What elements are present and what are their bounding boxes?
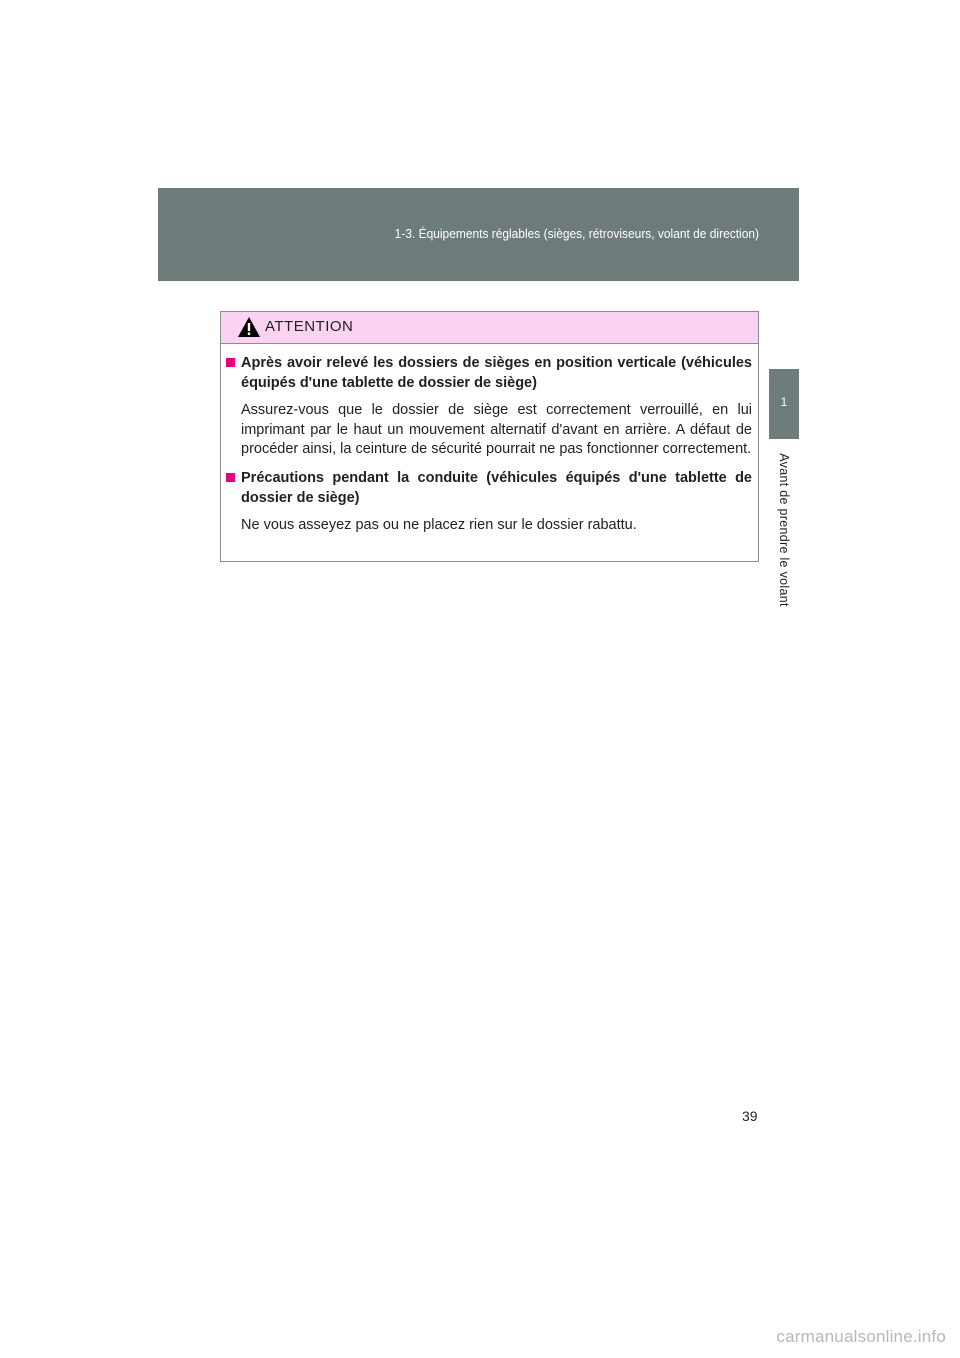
- caution-item-heading-text: Précautions pendant la conduite (véhicules équipés d'une tablette de dossier de siège): [241, 469, 752, 506]
- chapter-tab: [769, 369, 799, 439]
- page-number: 39: [742, 1108, 758, 1124]
- caution-item-heading-text: Après avoir relevé les dossiers de sièges en position verticale (véhicules équipés d'une tablette de dossier de siège): [241, 355, 752, 391]
- caution-item-heading: [241, 468, 752, 508]
- caution-header: [221, 312, 758, 344]
- section-header-band: [158, 188, 799, 281]
- caution-body: [221, 353, 758, 535]
- warning-triangle-icon: [237, 316, 261, 338]
- caution-title: ATTENTION: [265, 318, 354, 335]
- section-title: 1-3. Équipements réglables (sièges, rétroviseurs, volant de direction): [394, 226, 759, 241]
- chapter-label: Avant de prendre le volant: [777, 453, 791, 607]
- watermark: carmanualsonline.info: [776, 1327, 946, 1346]
- caution-item-heading: [241, 353, 752, 393]
- chapter-number: 1: [780, 395, 788, 409]
- caution-item-text: Ne vous asseyez pas ou ne placez rien sur le dossier rabattu.: [241, 516, 637, 533]
- bullet-square-icon: [226, 473, 235, 482]
- caution-box: [220, 311, 759, 562]
- bullet-square-icon: [226, 358, 235, 367]
- caution-item-text: Assurez-vous que le dossier de siège est correctement verrouillé, en lui imprimant par le haut un mouvement alternatif d'avant en arrière. A défaut de procéder ainsi, la ceinture de sécurité pourrait ne pas fonctionner correctement.: [241, 402, 752, 457]
